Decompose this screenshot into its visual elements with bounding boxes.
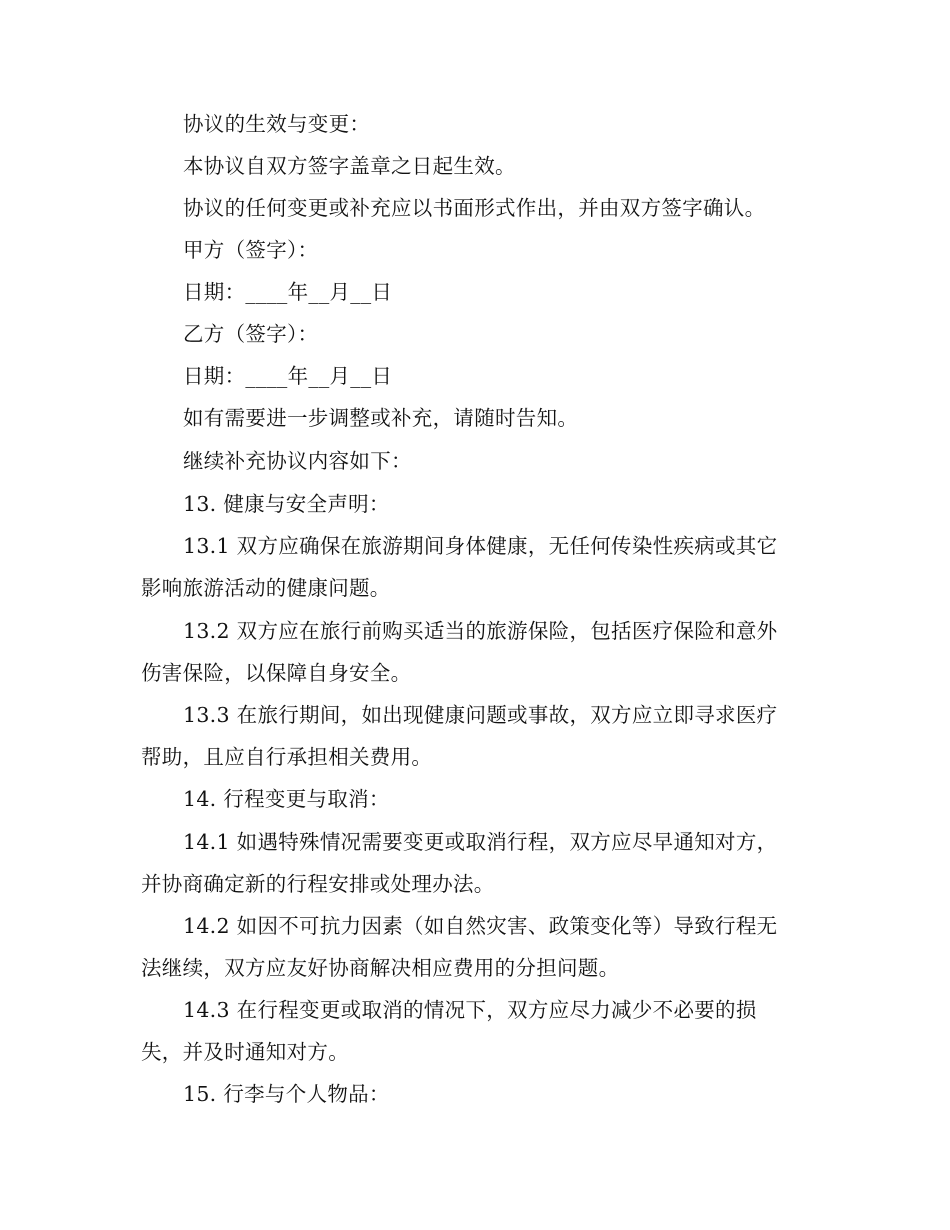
clause-continuation: 帮助，且应自行承担相关费用。	[141, 745, 433, 769]
paragraph-line: 本协议自双方签字盖章之日起生效。	[183, 154, 516, 178]
clause-continuation: 法继续，双方应友好协商解决相应费用的分担问题。	[141, 956, 620, 980]
section-heading: 14. 行程变更与取消：	[183, 787, 390, 811]
section-heading: 13. 健康与安全声明：	[183, 492, 390, 516]
clause-line: 13.3 在旅行期间，如出现健康问题或事故，双方应立即寻求医疗	[183, 703, 778, 727]
clause-line: 13.1 双方应确保在旅游期间身体健康，无任何传染性疾病或其它	[183, 534, 778, 558]
clause-line: 14.3 在行程变更或取消的情况下，双方应尽力减少不必要的损	[183, 998, 757, 1022]
clause-continuation: 伤害保险，以保障自身安全。	[141, 661, 412, 685]
signature-party-b: 乙方（签字）：	[183, 322, 319, 346]
clause-line: 14.2 如因不可抗力因素（如自然灾害、政策变化等）导致行程无	[183, 914, 778, 938]
section-heading: 15. 行李与个人物品：	[183, 1082, 390, 1106]
signature-date-a: 日期：____年__月__日	[183, 280, 393, 304]
paragraph-line: 继续补充协议内容如下：	[183, 449, 412, 473]
clause-line: 13.2 双方应在旅行前购买适当的旅游保险，包括医疗保险和意外	[183, 619, 778, 643]
clause-continuation: 影响旅游活动的健康问题。	[141, 576, 391, 600]
clause-line: 14.1 如遇特殊情况需要变更或取消行程，双方应尽早通知对方，	[183, 830, 778, 854]
paragraph-line: 如有需要进一步调整或补充，请随时告知。	[183, 406, 579, 430]
clause-continuation: 并协商确定新的行程安排或处理办法。	[141, 872, 495, 896]
signature-date-b: 日期：____年__月__日	[183, 364, 393, 388]
signature-party-a: 甲方（签字）：	[183, 238, 319, 262]
paragraph-line: 协议的任何变更或补充应以书面形式作出，并由双方签字确认。	[183, 196, 766, 220]
clause-continuation: 失，并及时通知对方。	[141, 1040, 349, 1064]
section-heading: 协议的生效与变更：	[183, 112, 371, 136]
